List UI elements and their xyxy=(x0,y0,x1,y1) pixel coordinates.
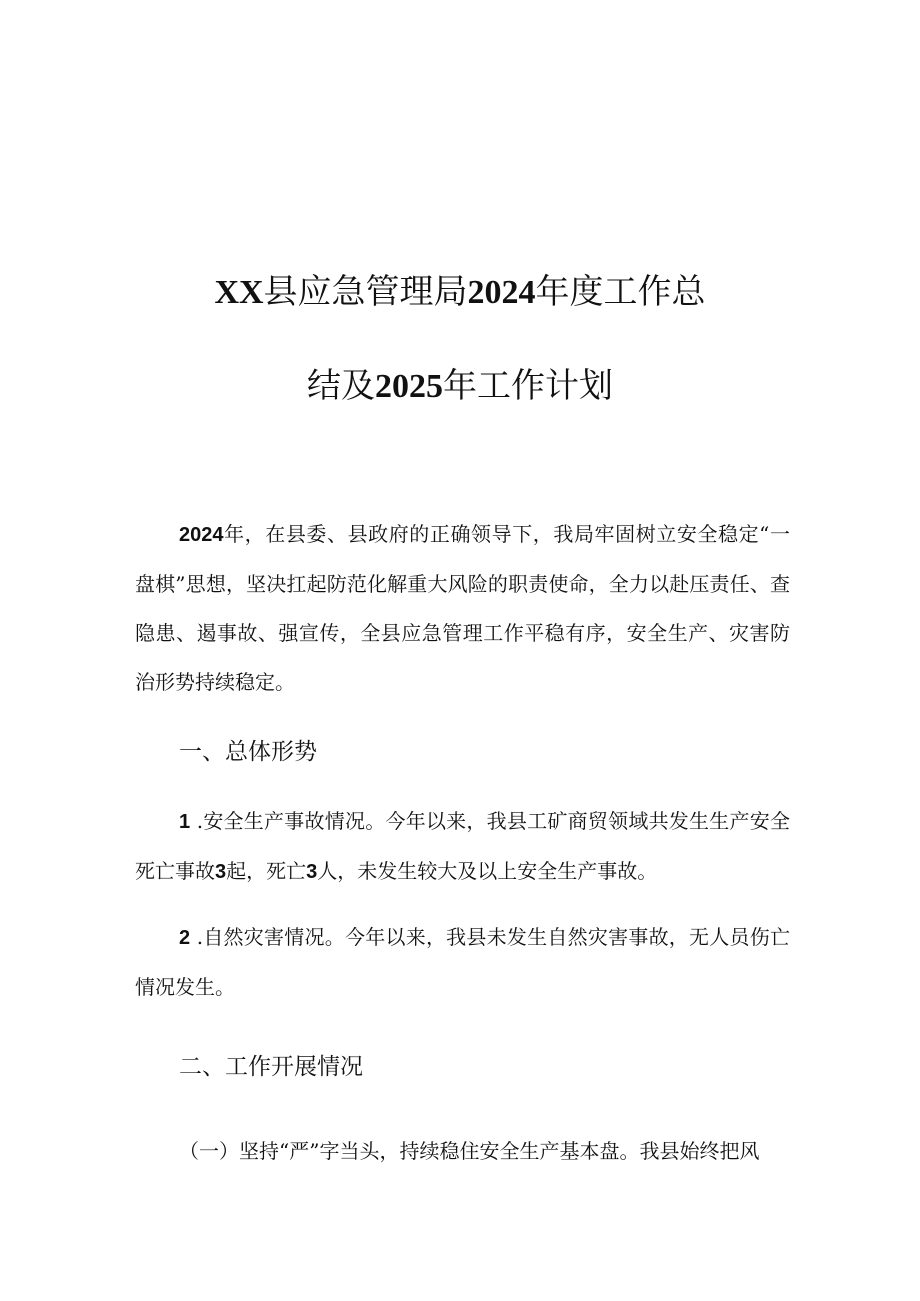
section-heading-work-progress: 二、工作开展情况 xyxy=(179,1054,363,1080)
accident-count: 3 xyxy=(215,861,227,883)
document-title-line-1 xyxy=(0,272,920,313)
title-year-2024: 2024 xyxy=(467,274,536,311)
document-title-line-2 xyxy=(0,366,920,407)
intro-year: 2024 xyxy=(179,524,224,546)
item-natural-disasters xyxy=(135,913,790,1012)
intro-text: 年，在县委、县政府的正确领导下，我局牢固树立安全稳定“一盘棋”思想，坚决扛起防范化解重大风险的职责使命，全力以赴压责任、查隐患、遏事故、强宣传，全县应急管理工作平稳有序，安全生产、灾害防治形势持续稳定。 xyxy=(135,522,790,694)
title-year-2025: 2025 xyxy=(375,368,443,405)
item-number-1: 1 xyxy=(179,811,191,833)
item-safety-accidents xyxy=(135,797,790,897)
item2-text: .自然灾害情况。今年以来，我县未发生自然灾害事故，无人员伤亡情况发生。 xyxy=(135,925,790,999)
item1-text-a: .安全生产事故情况。今年以来，我县工矿商贸领域共发生生产安全死亡事故 xyxy=(135,809,790,883)
item1-text-c: 人，未发生较大及以上安全生产事故。 xyxy=(317,859,658,883)
intro-paragraph xyxy=(135,510,790,707)
item-number-2: 2 xyxy=(179,927,191,949)
title-prefix: XX xyxy=(214,274,264,311)
title-suffix-1: 年度工作总 xyxy=(535,272,706,312)
title-suffix-2: 年工作计划 xyxy=(443,366,613,406)
title-org: 县应急管理局 xyxy=(263,272,468,312)
item1-text-b: 起，死亡 xyxy=(226,859,307,883)
section-heading-overall: 一、总体形势 xyxy=(179,739,317,765)
subsection-strict-safety: （一）坚持“严”字当头，持续稳住安全生产基本盘。我县始终把风 xyxy=(179,1139,760,1163)
title-prefix-2: 结及 xyxy=(307,366,375,406)
death-count: 3 xyxy=(306,861,318,883)
